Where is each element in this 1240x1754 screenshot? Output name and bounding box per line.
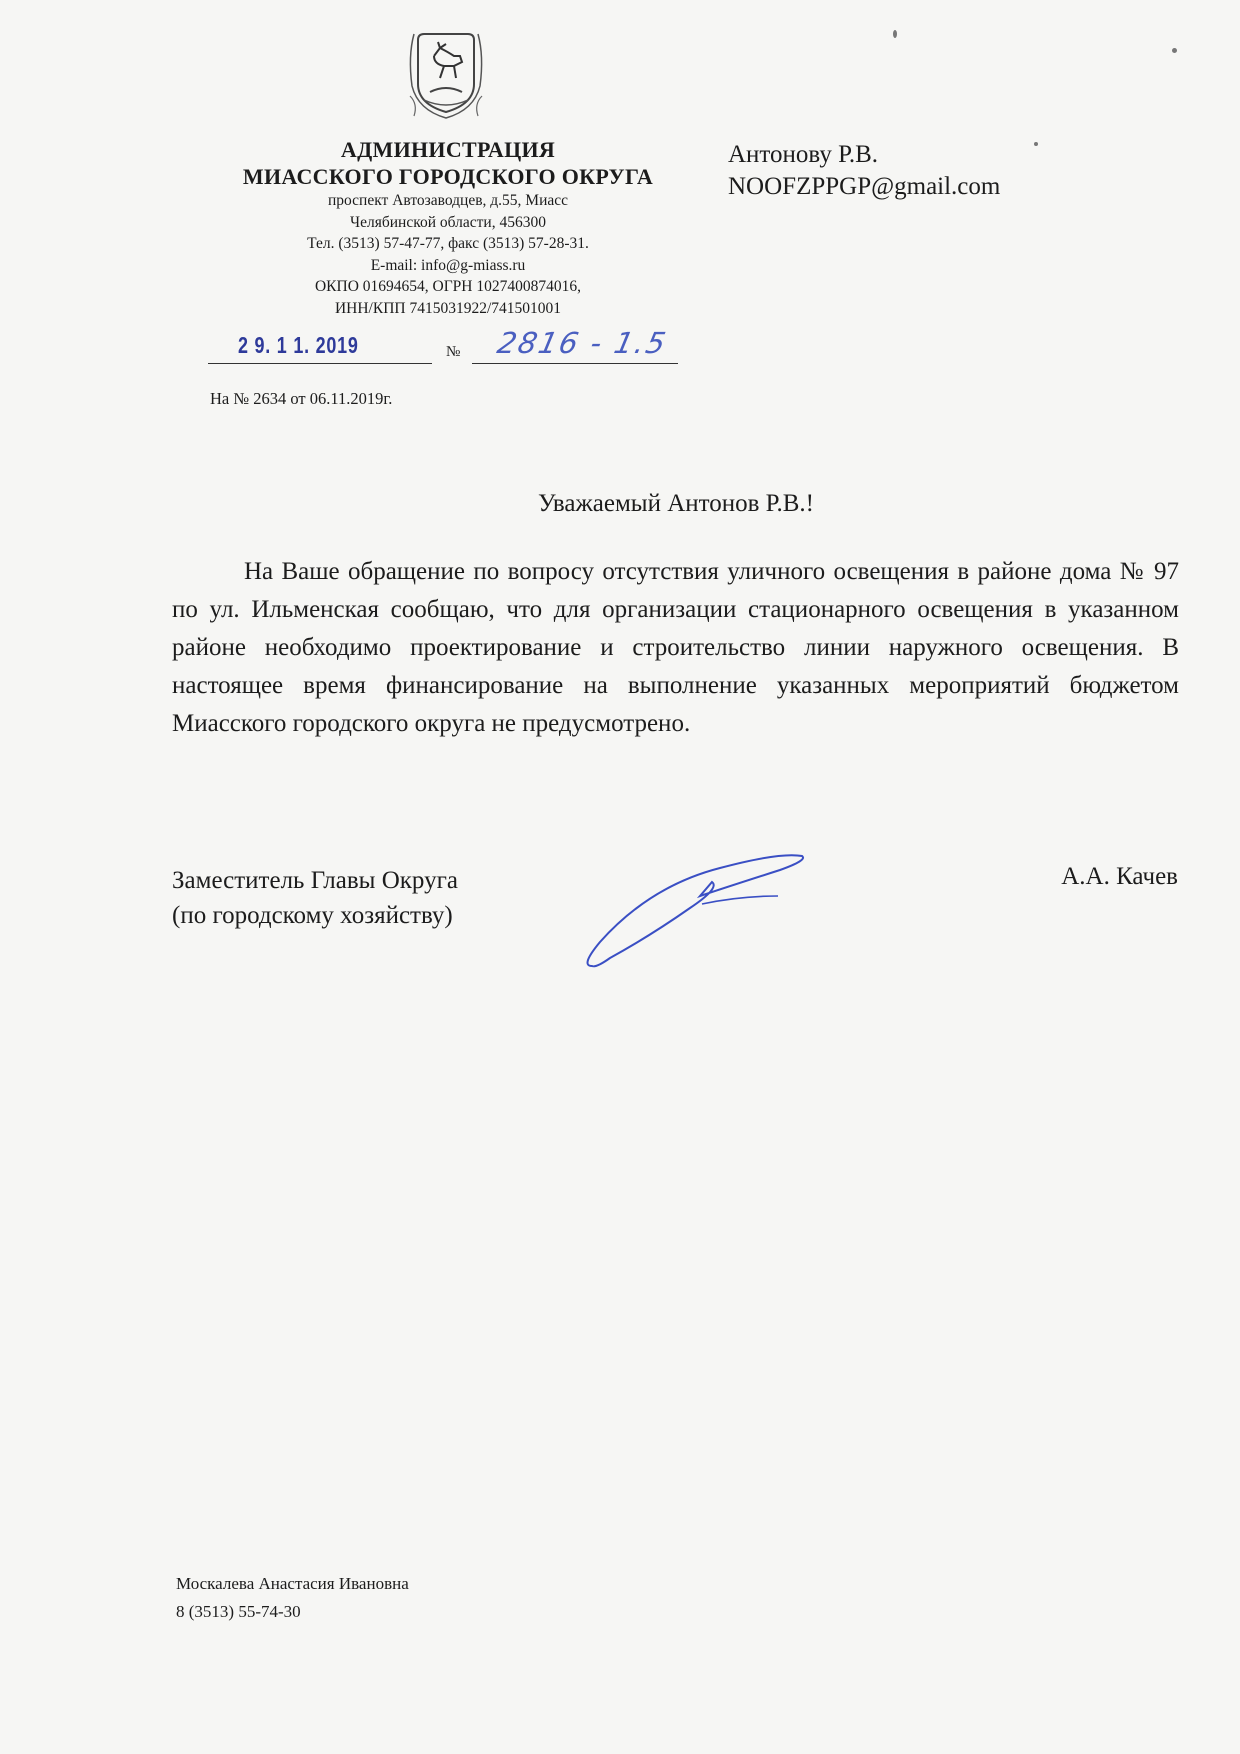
executor-block: [176, 1570, 409, 1626]
speck: [1172, 48, 1177, 53]
speck: [893, 30, 897, 38]
org-address: проспект Автозаводцев, д.55, Миасс: [327, 192, 569, 209]
org-phone: Тел. (3513) 57-47-77, факс (3513) 57-28-31.: [307, 235, 589, 252]
addressee-name: Антонову Р.В.: [728, 141, 879, 168]
number-underline: [472, 363, 678, 364]
position-line-2: (по городскому хозяйству): [172, 902, 453, 929]
salutation: Уважаемый Антонов Р.В.!: [538, 490, 814, 517]
signatory-position: [172, 863, 458, 933]
org-name-line-2: МИАССКОГО ГОРОДСКОГО ОКРУГА: [242, 164, 654, 189]
org-email: E-mail: info@g-miass.ru: [370, 256, 526, 274]
position-line-1: Заместитель Главы Округа: [172, 867, 458, 894]
signature-icon: [580, 846, 810, 976]
handwritten-number: 2816 - 1.5: [494, 326, 671, 360]
date-stamp: 2 9. 1 1. 2019: [238, 332, 359, 358]
coat-of-arms-icon: [404, 26, 488, 122]
reference-line: На № 2634 от 06.11.2019г.: [210, 389, 393, 408]
body-paragraph: На Ваше обращение по вопросу отсутствия уличного освещения в районе дома № 97 по ул. Ильменская сообщаю, что для организации стационарного освещения в указанном районе необходимо проектирование и строительство линии наружного освещения. В настоящее время финансирование на выполнение указанных мероприятий бюджетом Миасского городского округа не предусмотрено.: [172, 558, 1179, 737]
org-okpo: ОКПО 01694654, ОГРН 1027400874016,: [314, 278, 581, 295]
number-sign: №: [446, 344, 461, 360]
org-name-line-1: АДМИНИСТРАЦИЯ: [340, 137, 556, 162]
executor-phone: 8 (3513) 55-74-30: [176, 1602, 301, 1621]
date-underline: [208, 363, 432, 364]
addressee-block: [728, 139, 1000, 203]
outgoing-number-block: [208, 326, 678, 370]
addressee-email: NOOFZPPGP@gmail.com: [728, 173, 1001, 200]
org-region: Челябинской области, 456300: [350, 213, 546, 231]
speck: [1034, 142, 1038, 146]
signatory-name: А.А. Качев: [1061, 863, 1178, 890]
organization-block: [208, 136, 688, 319]
executor-name: Москалева Анастасия Ивановна: [176, 1574, 409, 1593]
org-inn: ИНН/КПП 7415031922/741501001: [334, 299, 562, 317]
